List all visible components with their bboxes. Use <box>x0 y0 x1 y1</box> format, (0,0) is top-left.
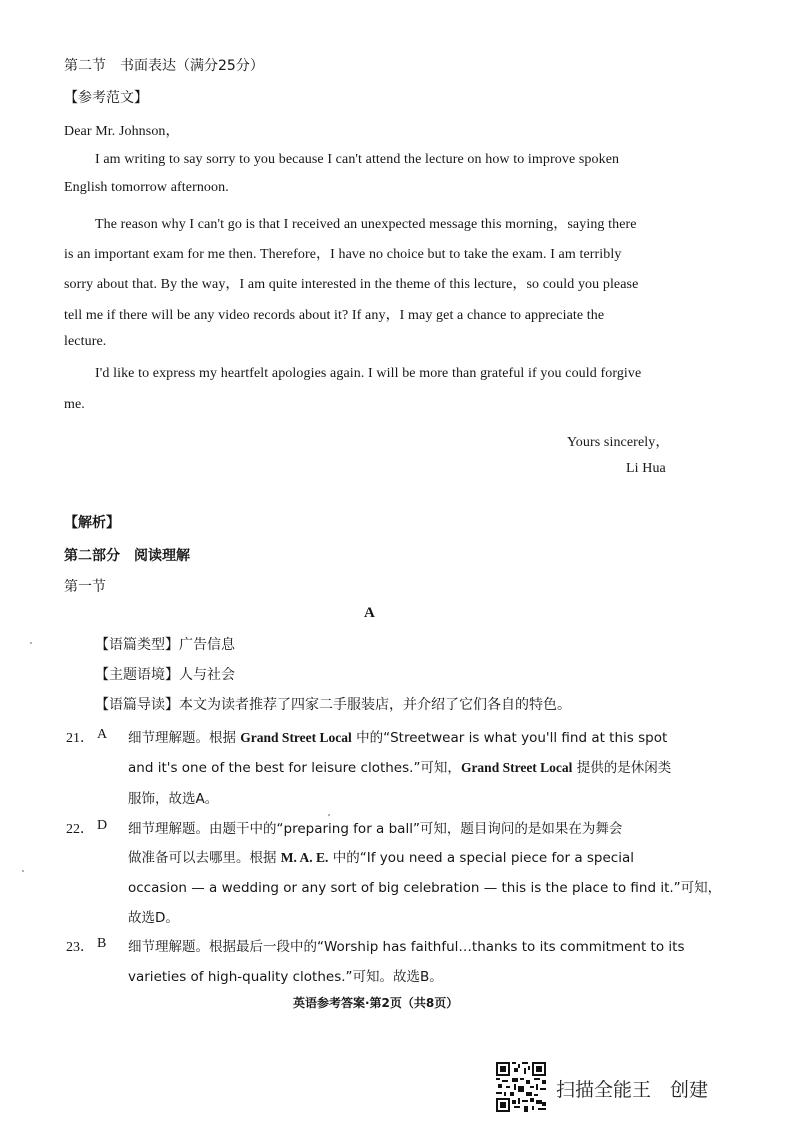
question-answer: B <box>97 936 107 951</box>
question-number: 22． <box>66 822 94 837</box>
letter-line: The reason why I can't go is that I received an unexpected message this morning，saying there <box>95 217 637 232</box>
scanner-watermark-label: 扫描全能王 创建 <box>556 1079 709 1101</box>
explanation-line: 做准备可以去哪里。根据 M. A. E. 中的“If you need a special piece for a special <box>128 850 635 866</box>
explanation-line: varieties of high-quality clothes.”可知。故选B。 <box>128 969 443 985</box>
section-heading: 第一节 <box>64 579 106 595</box>
letter-line: I am writing to say sorry to you because I can't attend the lecture on how to improve spoken <box>95 152 620 167</box>
explanation-line: and it's one of the best for leisure clothes.”可知，Grand Street Local 提供的是休闲类 <box>128 760 672 776</box>
explanation-line: 细节理解题。由题干中的“preparing for a ball”可知，题目询问的是如果在为舞会 <box>128 821 623 837</box>
sample-essay-tag: 【参考范文】 <box>64 90 148 106</box>
passage-letter: A <box>364 605 375 621</box>
letter-line: I'd like to express my heartfelt apologies again. I will be more than grateful if you could forgive <box>95 366 642 381</box>
question-answer: A <box>97 727 108 742</box>
scan-speck <box>328 814 330 816</box>
scan-speck <box>30 642 32 644</box>
letter-salutation: Dear Mr. Johnson， <box>64 124 180 139</box>
scan-speck <box>22 870 24 872</box>
explanation-line: 服饰，故选A。 <box>128 791 219 807</box>
explanation-line: occasion — a wedding or any sort of big celebration — this is the place to find it.”可知， <box>128 880 722 896</box>
letter-line: me. <box>64 397 85 412</box>
writing-section-heading: 第二节 书面表达（满分25分） <box>64 58 264 74</box>
letter-line: lecture. <box>64 334 107 349</box>
letter-line: tell me if there will be any video records about it? If any，I may get a chance to appreciate the <box>64 308 605 323</box>
passage-type: 【语篇类型】广告信息 <box>95 637 235 653</box>
explanation-line: 细节理解题。根据最后一段中的“Worship has faithful…thanks to its commitment to its <box>128 939 685 955</box>
letter-line: is an important exam for me then. Therefore，I have no choice but to take the exam. I am terribly <box>64 247 622 262</box>
explanation-line: 故选D。 <box>128 910 179 926</box>
question-number: 21． <box>66 731 94 746</box>
letter-line: English tomorrow afternoon. <box>64 180 229 195</box>
page-footer: 英语参考答案·第2页（共8页） <box>293 996 459 1010</box>
analysis-tag: 【解析】 <box>64 515 120 531</box>
explanation-line: 细节理解题。根据 Grand Street Local 中的“Streetwear is what you'll find at this spot <box>128 730 668 746</box>
letter-line: sorry about that. By the way，I am quite interested in the theme of this lecture，so could you please <box>64 277 639 292</box>
part-heading: 第二部分 阅读理解 <box>64 548 190 564</box>
passage-theme: 【主题语境】人与社会 <box>95 667 235 683</box>
qr-code-icon <box>496 1062 546 1112</box>
question-number: 23． <box>66 940 94 955</box>
letter-closing: Yours sincerely， <box>567 435 670 450</box>
question-answer: D <box>97 818 108 833</box>
passage-guide: 【语篇导读】本文为读者推荐了四家二手服装店，并介绍了它们各自的特色。 <box>95 697 571 713</box>
letter-signature: Li Hua <box>626 461 666 476</box>
